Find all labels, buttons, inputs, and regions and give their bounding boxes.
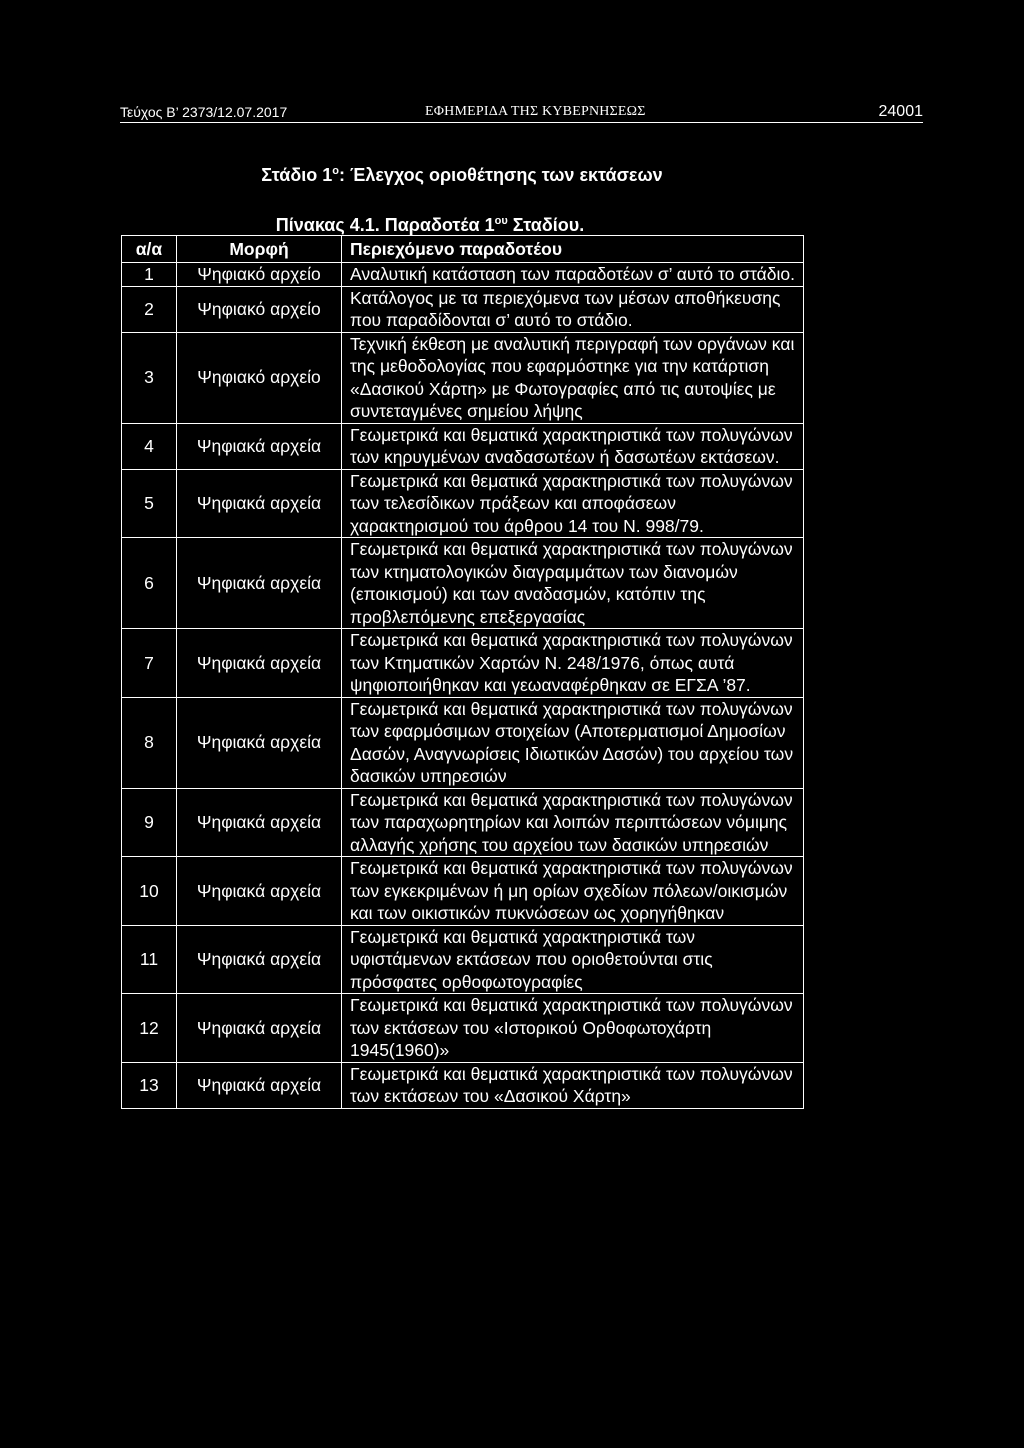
row-form: Ψηφιακό αρχείο — [177, 332, 342, 423]
row-content: Γεωμετρικά και θεματικά χαρακτηριστικά των πολυγώνων των εφαρμόσιμων στοιχείων (Αποτερματισμοί Δημοσίων Δασών, Αναγνωρίσεις Ιδιωτικών Δασών) του αρχείου των δασικών υπηρεσιών — [342, 697, 804, 788]
table-row — [122, 994, 804, 1063]
row-content: Γεωμετρικά και θεματικά χαρακτηριστικά των πολυγώνων των τελεσίδικων πράξεων και αποφάσεων χαρακτηρισμού του άρθρου 14 του Ν. 998/79. — [342, 469, 804, 538]
row-form: Ψηφιακά αρχεία — [177, 697, 342, 788]
table-row — [122, 697, 804, 788]
row-number: 11 — [122, 925, 177, 994]
row-content: Γεωμετρικά και θεματικά χαρακτηριστικά των πολυγώνων των εκτάσεων του «Δασικού Χάρτη» — [342, 1062, 804, 1108]
stage-title — [0, 165, 924, 186]
table-row — [122, 332, 804, 423]
row-content: Γεωμετρικά και θεματικά χαρακτηριστικά των πολυγώνων των εγκεκριμένων ή μη ορίων σχεδίων πόλεων/οικισμών και των οικιστικών πυκνώσεων ως χορηγήθηκαν — [342, 857, 804, 926]
row-form: Ψηφιακό αρχείο — [177, 286, 342, 332]
row-number: 2 — [122, 286, 177, 332]
row-form: Ψηφιακά αρχεία — [177, 788, 342, 857]
deliverables-table — [121, 235, 804, 1109]
page-header — [120, 100, 923, 123]
row-content: Γεωμετρικά και θεματικά χαρακτηριστικά των πολυγώνων των κηρυγμένων αναδασωτέων ή δασωτέων εκτάσεων. — [342, 423, 804, 469]
issue-reference: Τεύχος Β’ 2373/12.07.2017 — [120, 104, 288, 120]
table-row — [122, 469, 804, 538]
row-number: 9 — [122, 788, 177, 857]
row-number: 4 — [122, 423, 177, 469]
table-caption-sup: ου — [494, 215, 508, 227]
table-row — [122, 538, 804, 629]
row-form: Ψηφιακά αρχεία — [177, 925, 342, 994]
row-number: 10 — [122, 857, 177, 926]
row-content: Γεωμετρικά και θεματικά χαρακτηριστικά των πολυγώνων των Κτηματικών Χαρτών Ν. 248/1976, όπως αυτά ψηφιοποιήθηκαν και γεωαναφέρθηκαν σε ΕΓΣΑ ’87. — [342, 629, 804, 698]
row-content: Αναλυτική κατάσταση των παραδοτέων σ’ αυτό το στάδιο. — [342, 263, 804, 287]
table-caption-suffix: Σταδίου. — [507, 215, 585, 235]
table-caption — [0, 215, 860, 236]
header-form: Μορφή — [177, 236, 342, 263]
stage-title-suffix: : Έλεγχος οριοθέτησης των εκτάσεων — [339, 165, 663, 185]
row-number: 12 — [122, 994, 177, 1063]
row-content: Γεωμετρικά και θεματικά χαρακτηριστικά των πολυγώνων των κτηματολογικών διαγραμμάτων των διανομών (εποικισμού) και των αναδασμών, κατόπιν της προβλεπόμενης επεξεργασίας — [342, 538, 804, 629]
table-caption-prefix: Πίνακας 4.1. Παραδοτέα 1 — [275, 215, 495, 235]
row-number: 7 — [122, 629, 177, 698]
row-form: Ψηφιακά αρχεία — [177, 538, 342, 629]
header-number: α/α — [122, 236, 177, 263]
table-row — [122, 1062, 804, 1108]
row-number: 8 — [122, 697, 177, 788]
row-number: 5 — [122, 469, 177, 538]
row-content: Γεωμετρικά και θεματικά χαρακτηριστικά των πολυγώνων των εκτάσεων του «Ιστορικού Ορθοφωτοχάρτη 1945(1960)» — [342, 994, 804, 1063]
gazette-title: ΕΦΗΜΕΡΙΔΑ ΤΗΣ ΚΥΒΕΡΝΗΣΕΩΣ — [425, 104, 646, 119]
table-row — [122, 788, 804, 857]
page-number: 24001 — [878, 103, 923, 120]
row-content: Τεχνική έκθεση με αναλυτική περιγραφή των οργάνων και της μεθοδολογίας που εφαρμόστηκε για την κατάρτιση «Δασικού Χάρτη» με Φωτογραφίες από τις αυτοψίες με συντεταγμένες σημείου λήψης — [342, 332, 804, 423]
table-row — [122, 423, 804, 469]
row-number: 13 — [122, 1062, 177, 1108]
row-number: 6 — [122, 538, 177, 629]
table-row — [122, 925, 804, 994]
table-row — [122, 286, 804, 332]
row-number: 3 — [122, 332, 177, 423]
row-form: Ψηφιακά αρχεία — [177, 469, 342, 538]
table-header-row — [122, 236, 804, 263]
row-form: Ψηφιακά αρχεία — [177, 857, 342, 926]
table-row — [122, 629, 804, 698]
row-content: Γεωμετρικά και θεματικά χαρακτηριστικά των υφιστάμενων εκτάσεων που οριοθετούνται στις πρόσφατες ορθοφωτογραφίες — [342, 925, 804, 994]
row-form: Ψηφιακά αρχεία — [177, 994, 342, 1063]
row-number: 1 — [122, 263, 177, 287]
row-content: Γεωμετρικά και θεματικά χαρακτηριστικά των πολυγώνων των παραχωρητηρίων και λοιπών περιπτώσεων νόμιμης αλλαγής χρήσης του αρχείου των δασικών υπηρεσιών — [342, 788, 804, 857]
header-content: Περιεχόμενο παραδοτέου — [342, 236, 804, 263]
table-row — [122, 857, 804, 926]
row-form: Ψηφιακά αρχεία — [177, 423, 342, 469]
stage-title-sup: ο — [332, 165, 340, 177]
table-row — [122, 263, 804, 287]
row-form: Ψηφιακό αρχείο — [177, 263, 342, 287]
row-form: Ψηφιακά αρχεία — [177, 1062, 342, 1108]
row-form: Ψηφιακά αρχεία — [177, 629, 342, 698]
table-body — [122, 263, 804, 1109]
stage-title-prefix: Στάδιο 1 — [261, 165, 333, 185]
row-content: Κατάλογος με τα περιεχόμενα των μέσων αποθήκευσης που παραδίδονται σ’ αυτό το στάδιο. — [342, 286, 804, 332]
